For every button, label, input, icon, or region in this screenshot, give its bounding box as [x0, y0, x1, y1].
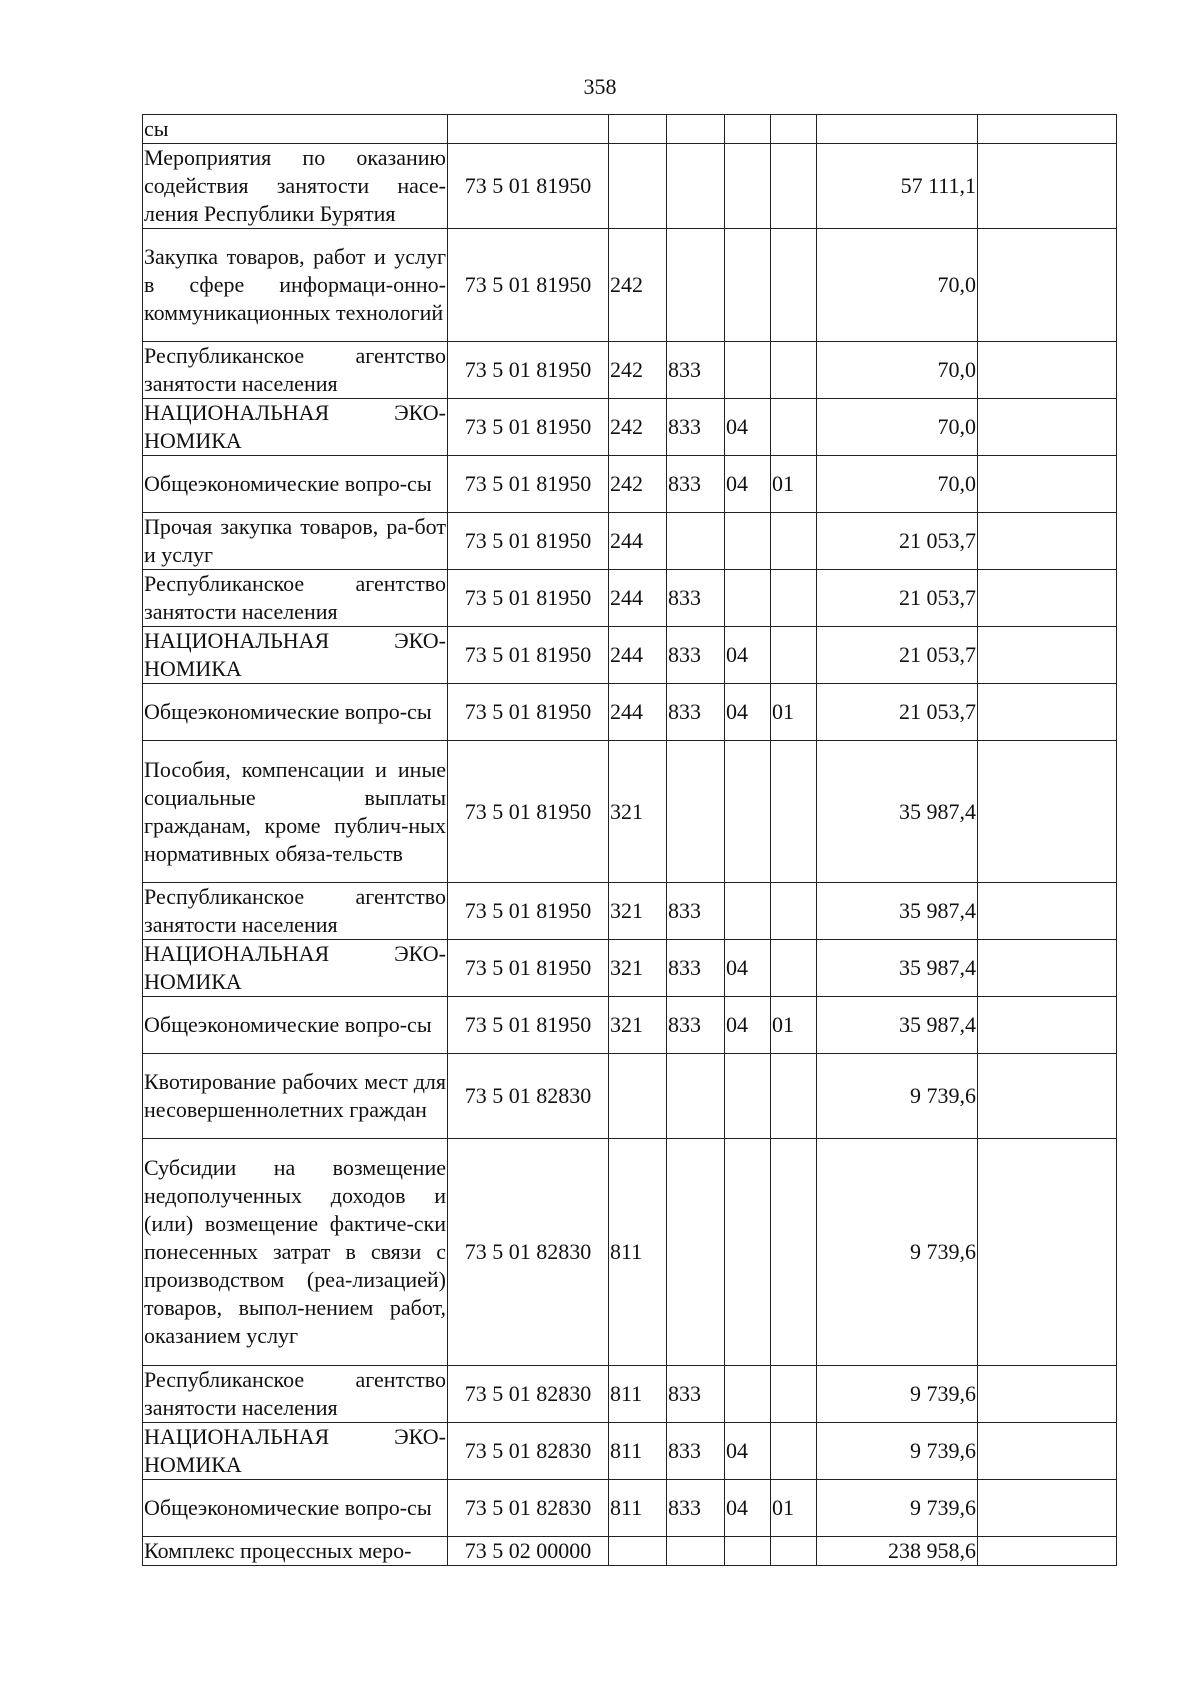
row-expense-type-cell: 811 [609, 1480, 667, 1537]
row-admin-code-cell: 833 [667, 940, 725, 997]
row-admin-code-cell [667, 741, 725, 883]
row-name-cell: НАЦИОНАЛЬНАЯ ЭКО-НОМИКА [143, 627, 448, 684]
table-row [143, 229, 1117, 342]
row-section-cell [725, 513, 771, 570]
row-code-cell: 73 5 01 81950 [448, 399, 609, 456]
row-name-cell: Закупка товаров, работ и услуг в сфере информаци-онно-коммуникационных технологий [143, 229, 448, 342]
row-name-cell: Квотирование рабочих мест для несовершеннолетних граждан [143, 1054, 448, 1139]
row-section-cell [725, 229, 771, 342]
row-admin-code-cell: 833 [667, 1423, 725, 1480]
row-name-cell: Мероприятия по оказанию содействия занятости насе-ления Республики Бурятия [143, 144, 448, 229]
row-admin-code-cell: 833 [667, 399, 725, 456]
row-code-cell: 73 5 02 00000 [448, 1537, 609, 1566]
row-amount-cell: 35 987,4 [817, 741, 978, 883]
row-subsection-cell [771, 940, 817, 997]
row-admin-code-cell [667, 513, 725, 570]
table-row [143, 399, 1117, 456]
row-admin-code-cell [667, 115, 725, 144]
row-admin-code-cell: 833 [667, 883, 725, 940]
row-section-cell [725, 883, 771, 940]
row-expense-type-cell: 811 [609, 1139, 667, 1366]
table-row [143, 684, 1117, 741]
row-empty-cell [978, 997, 1117, 1054]
row-subsection-cell [771, 883, 817, 940]
row-empty-cell [978, 684, 1117, 741]
row-section-cell [725, 1139, 771, 1366]
row-amount-cell: 35 987,4 [817, 997, 978, 1054]
table-row [143, 1366, 1117, 1423]
row-name-cell: Пособия, компенсации и иные социальные выплаты гражданам, кроме публич-ных нормативных обяза-тельств [143, 741, 448, 883]
row-section-cell: 04 [725, 940, 771, 997]
row-name-cell: Общеэкономические вопро-сы [143, 456, 448, 513]
row-section-cell [725, 144, 771, 229]
row-empty-cell [978, 115, 1117, 144]
row-expense-type-cell: 321 [609, 741, 667, 883]
row-admin-code-cell [667, 229, 725, 342]
row-subsection-cell [771, 1054, 817, 1139]
row-empty-cell [978, 940, 1117, 997]
row-section-cell [725, 115, 771, 144]
row-amount-cell: 21 053,7 [817, 684, 978, 741]
row-empty-cell [978, 570, 1117, 627]
row-expense-type-cell: 244 [609, 627, 667, 684]
row-amount-cell: 57 111,1 [817, 144, 978, 229]
row-expense-type-cell: 321 [609, 997, 667, 1054]
row-empty-cell [978, 1139, 1117, 1366]
row-admin-code-cell: 833 [667, 1366, 725, 1423]
row-subsection-cell: 01 [771, 997, 817, 1054]
row-expense-type-cell: 811 [609, 1366, 667, 1423]
table-row [143, 144, 1117, 229]
row-name-cell: Прочая закупка товаров, ра-бот и услуг [143, 513, 448, 570]
page-number: 358 [583, 74, 617, 99]
row-code-cell: 73 5 01 81950 [448, 940, 609, 997]
row-name-cell: Субсидии на возмещение недополученных доходов и (или) возмещение фактиче-ски понесенных затрат в связи с производством (реа-лизацией) товаров, выпол-нением работ, оказанием услуг [143, 1139, 448, 1366]
table-row [143, 627, 1117, 684]
row-code-cell: 73 5 01 81950 [448, 883, 609, 940]
row-section-cell: 04 [725, 997, 771, 1054]
row-amount-cell: 21 053,7 [817, 627, 978, 684]
row-admin-code-cell: 833 [667, 456, 725, 513]
row-empty-cell [978, 883, 1117, 940]
row-admin-code-cell: 833 [667, 1480, 725, 1537]
row-amount-cell: 9 739,6 [817, 1366, 978, 1423]
row-name-cell: Республиканское агентство занятости населения [143, 883, 448, 940]
row-expense-type-cell: 321 [609, 883, 667, 940]
row-empty-cell [978, 627, 1117, 684]
row-admin-code-cell: 833 [667, 627, 725, 684]
row-subsection-cell: 01 [771, 1480, 817, 1537]
table-row [143, 1423, 1117, 1480]
row-empty-cell [978, 229, 1117, 342]
row-amount-cell: 70,0 [817, 456, 978, 513]
row-amount-cell: 238 958,6 [817, 1537, 978, 1566]
table-row [143, 513, 1117, 570]
row-section-cell: 04 [725, 1423, 771, 1480]
row-code-cell: 73 5 01 82830 [448, 1480, 609, 1537]
row-subsection-cell [771, 1366, 817, 1423]
row-empty-cell [978, 1366, 1117, 1423]
row-code-cell: 73 5 01 81950 [448, 684, 609, 741]
row-subsection-cell [771, 741, 817, 883]
row-empty-cell [978, 1423, 1117, 1480]
row-admin-code-cell [667, 144, 725, 229]
row-amount-cell: 21 053,7 [817, 570, 978, 627]
row-amount-cell: 9 739,6 [817, 1423, 978, 1480]
table-row [143, 940, 1117, 997]
row-name-cell: НАЦИОНАЛЬНАЯ ЭКО-НОМИКА [143, 1423, 448, 1480]
row-subsection-cell [771, 229, 817, 342]
row-expense-type-cell: 242 [609, 456, 667, 513]
row-admin-code-cell [667, 1537, 725, 1566]
row-admin-code-cell: 833 [667, 570, 725, 627]
row-empty-cell [978, 144, 1117, 229]
row-section-cell: 04 [725, 684, 771, 741]
row-amount-cell: 9 739,6 [817, 1139, 978, 1366]
row-amount-cell: 9 739,6 [817, 1054, 978, 1139]
row-subsection-cell [771, 1537, 817, 1566]
row-section-cell: 04 [725, 456, 771, 513]
row-code-cell: 73 5 01 82830 [448, 1054, 609, 1139]
row-expense-type-cell: 242 [609, 229, 667, 342]
row-expense-type-cell [609, 1054, 667, 1139]
table-row [143, 342, 1117, 399]
row-code-cell: 73 5 01 81950 [448, 229, 609, 342]
row-name-cell: Республиканское агентство занятости населения [143, 570, 448, 627]
row-subsection-cell [771, 627, 817, 684]
table-row [143, 115, 1117, 144]
row-code-cell: 73 5 01 82830 [448, 1423, 609, 1480]
row-amount-cell: 35 987,4 [817, 940, 978, 997]
table-row [143, 570, 1117, 627]
row-section-cell [725, 570, 771, 627]
row-name-cell: НАЦИОНАЛЬНАЯ ЭКО-НОМИКА [143, 940, 448, 997]
row-code-cell: 73 5 01 81950 [448, 570, 609, 627]
row-subsection-cell [771, 513, 817, 570]
row-name-cell: Республиканское агентство занятости населения [143, 342, 448, 399]
table-row [143, 883, 1117, 940]
row-code-cell: 73 5 01 81950 [448, 144, 609, 229]
row-name-cell: Комплекс процессных меро- [143, 1537, 448, 1566]
row-amount-cell: 70,0 [817, 229, 978, 342]
row-amount-cell: 35 987,4 [817, 883, 978, 940]
row-subsection-cell [771, 342, 817, 399]
row-empty-cell [978, 342, 1117, 399]
row-expense-type-cell: 321 [609, 940, 667, 997]
row-empty-cell [978, 741, 1117, 883]
row-expense-type-cell: 244 [609, 513, 667, 570]
row-amount-cell: 21 053,7 [817, 513, 978, 570]
row-code-cell: 73 5 01 82830 [448, 1139, 609, 1366]
row-subsection-cell: 01 [771, 456, 817, 513]
row-amount-cell: 70,0 [817, 342, 978, 399]
row-empty-cell [978, 1054, 1117, 1139]
row-empty-cell [978, 399, 1117, 456]
row-amount-cell: 70,0 [817, 399, 978, 456]
table-row [143, 1139, 1117, 1366]
row-name-cell: Общеэкономические вопро-сы [143, 684, 448, 741]
row-empty-cell [978, 1537, 1117, 1566]
row-name-cell: НАЦИОНАЛЬНАЯ ЭКО-НОМИКА [143, 399, 448, 456]
row-subsection-cell: 01 [771, 684, 817, 741]
row-expense-type-cell: 244 [609, 684, 667, 741]
table-row [143, 997, 1117, 1054]
row-empty-cell [978, 456, 1117, 513]
row-code-cell: 73 5 01 81950 [448, 627, 609, 684]
row-admin-code-cell [667, 1054, 725, 1139]
budget-table [142, 114, 1117, 1566]
row-section-cell: 04 [725, 399, 771, 456]
row-expense-type-cell [609, 1537, 667, 1566]
row-name-cell: Общеэкономические вопро-сы [143, 997, 448, 1054]
row-name-cell: Республиканское агентство занятости населения [143, 1366, 448, 1423]
row-admin-code-cell [667, 1139, 725, 1366]
row-expense-type-cell: 242 [609, 342, 667, 399]
row-code-cell: 73 5 01 81950 [448, 997, 609, 1054]
row-section-cell [725, 1054, 771, 1139]
row-empty-cell [978, 513, 1117, 570]
row-name-cell: сы [143, 115, 448, 144]
row-section-cell [725, 741, 771, 883]
table-row [143, 1537, 1117, 1566]
table-row [143, 1480, 1117, 1537]
row-subsection-cell [771, 399, 817, 456]
row-name-cell: Общеэкономические вопро-сы [143, 1480, 448, 1537]
row-empty-cell [978, 1480, 1117, 1537]
row-amount-cell: 9 739,6 [817, 1480, 978, 1537]
row-code-cell [448, 115, 609, 144]
row-expense-type-cell [609, 144, 667, 229]
row-subsection-cell [771, 144, 817, 229]
row-expense-type-cell: 242 [609, 399, 667, 456]
row-expense-type-cell: 811 [609, 1423, 667, 1480]
row-admin-code-cell: 833 [667, 342, 725, 399]
row-code-cell: 73 5 01 81950 [448, 342, 609, 399]
row-subsection-cell [771, 570, 817, 627]
row-subsection-cell [771, 1139, 817, 1366]
row-code-cell: 73 5 01 82830 [448, 1366, 609, 1423]
table-body [143, 115, 1117, 1566]
table-row [143, 1054, 1117, 1139]
row-section-cell: 04 [725, 1480, 771, 1537]
row-section-cell [725, 1537, 771, 1566]
row-subsection-cell [771, 1423, 817, 1480]
row-amount-cell [817, 115, 978, 144]
row-code-cell: 73 5 01 81950 [448, 456, 609, 513]
row-admin-code-cell: 833 [667, 997, 725, 1054]
row-code-cell: 73 5 01 81950 [448, 513, 609, 570]
table-row [143, 741, 1117, 883]
row-admin-code-cell: 833 [667, 684, 725, 741]
row-expense-type-cell: 244 [609, 570, 667, 627]
table-row [143, 456, 1117, 513]
row-expense-type-cell [609, 115, 667, 144]
row-subsection-cell [771, 115, 817, 144]
row-section-cell [725, 342, 771, 399]
row-section-cell: 04 [725, 627, 771, 684]
row-section-cell [725, 1366, 771, 1423]
row-code-cell: 73 5 01 81950 [448, 741, 609, 883]
